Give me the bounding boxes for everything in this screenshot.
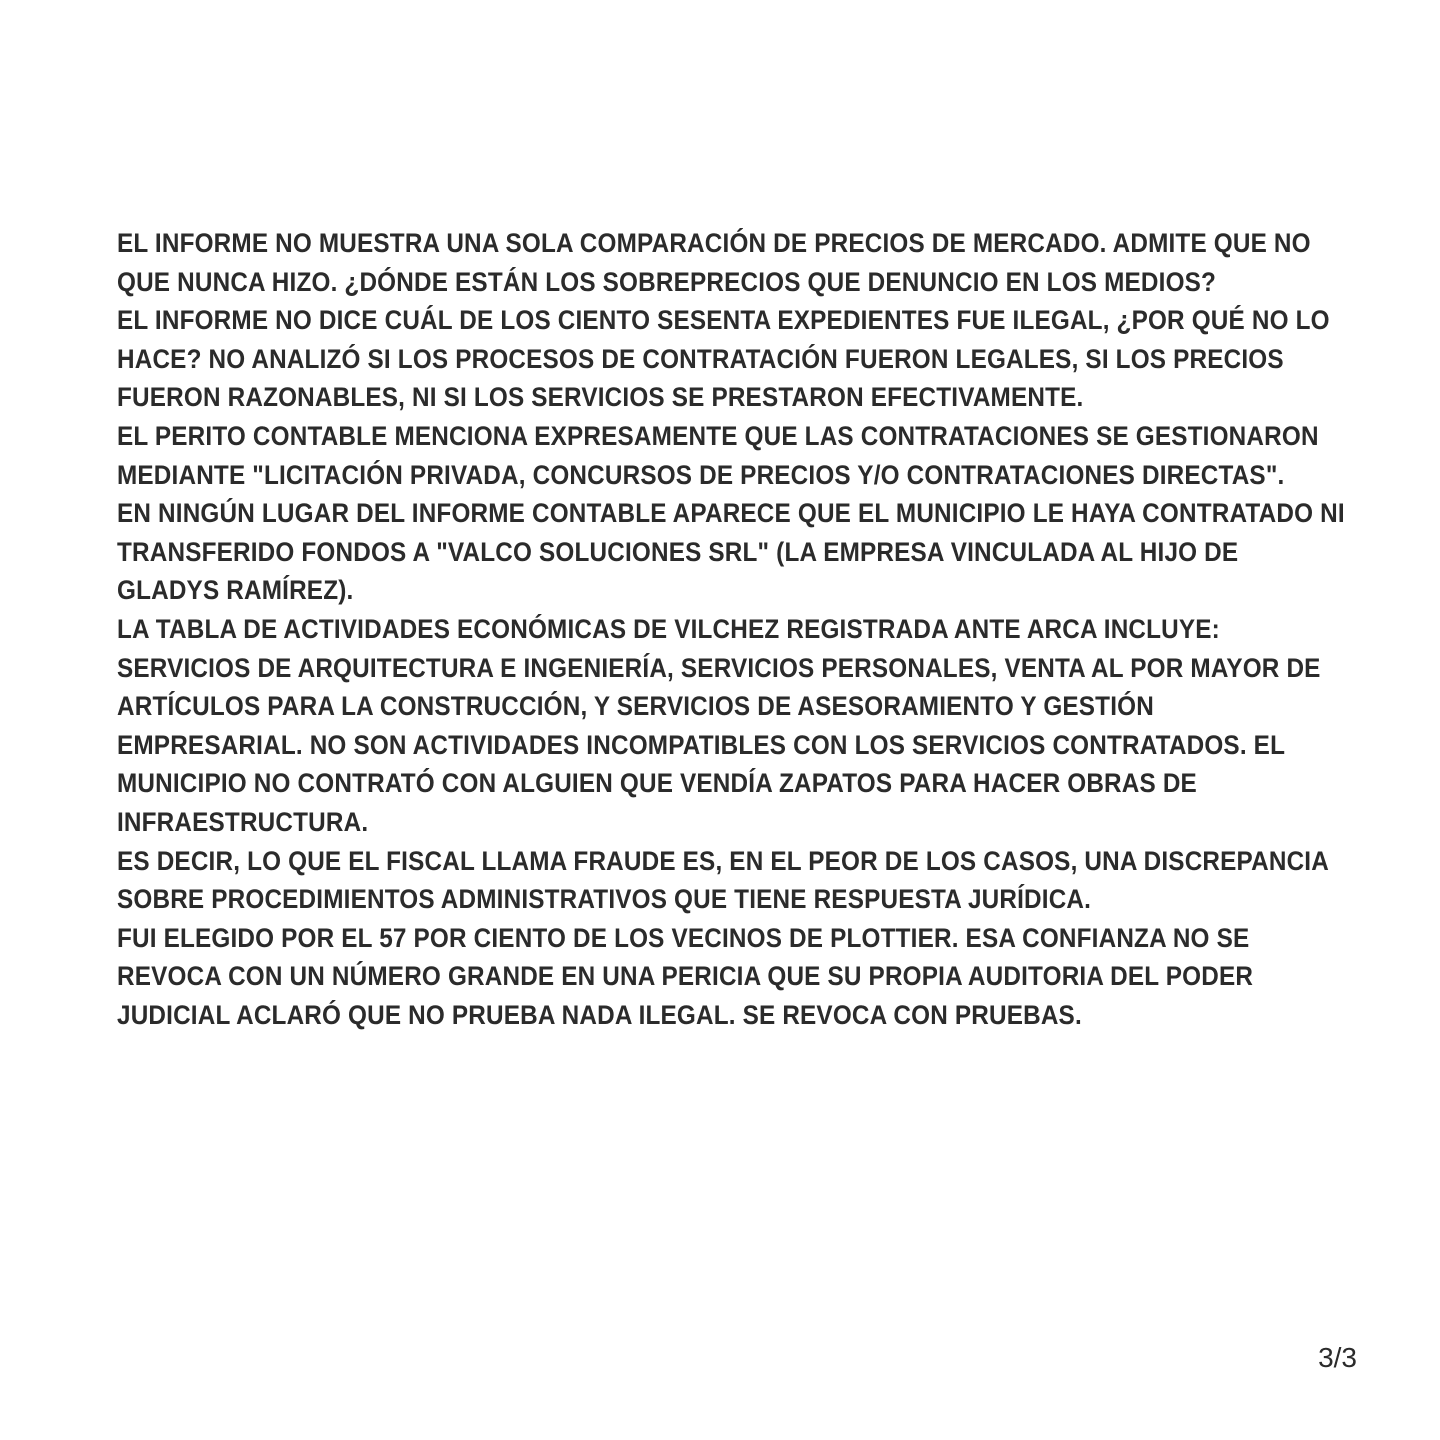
paragraph-market-prices: EL INFORME NO MUESTRA UNA SOLA COMPARACIÓN DE PRECIOS DE MERCADO. ADMITE QUE NO QUE NUNCA HIZO. ¿DÓNDE ESTÁN LOS SOBREPRECIOS QUE DENUNCIO EN LOS MEDIOS? (117, 228, 1311, 297)
paragraph-perito-contable: EL PERITO CONTABLE MENCIONA EXPRESAMENTE QUE LAS CONTRATACIONES SE GESTIONARON MEDIANTE "LICITACIÓN PRIVADA, CONCURSOS DE PRECIOS Y/O CONTRATACIONES DIRECTAS". (117, 420, 1319, 490)
page-indicator: 3/3 (1318, 1342, 1357, 1373)
paragraph-fraude: ES DECIR, LO QUE EL FISCAL LLAMA FRAUDE ES, EN EL PEOR DE LOS CASOS, UNA DISCREPANCIA SOBRE PROCEDIMIENTOS ADMINISTRATIVOS QUE TIENE RESPUESTA JURÍDICA. (117, 845, 1329, 915)
statement-text (117, 224, 1347, 1034)
paragraph-actividades-economicas: LA TABLA DE ACTIVIDADES ECONÓMICAS DE VILCHEZ REGISTRADA ANTE ARCA INCLUYE: SERVICIOS DE ARQUITECTURA E INGENIERÍA, SERVICIOS PERSONALES, VENTA AL POR MAYOR DE ARTÍCULOS PARA LA CONSTRUCCIÓN, Y SERVICIOS DE ASESORAMIENTO Y GESTIÓN EMPRESARIAL. NO SON ACTIVIDADES INCOMPATIBLES CON LOS SERVICIOS CONTRATADOS. EL MUNICIPIO NO CONTRATÓ CON ALGUIEN QUE VENDÍA ZAPATOS PARA HACER OBRAS DE INFRAESTRUCTURA. (117, 613, 1321, 837)
paragraph-elegido: FUI ELEGIDO POR EL 57 POR CIENTO DE LOS VECINOS DE PLOTTIER. ESA CONFIANZA NO SE REVOCA CON UN NÚMERO GRANDE EN UNA PERICIA QUE SU PROPIA AUDITORIA DEL PODER JUDICIAL ACLARÓ QUE NO PRUEBA NADA ILEGAL. SE REVOCA CON PRUEBAS. (117, 922, 1254, 1030)
paragraph-valco: EN NINGÚN LUGAR DEL INFORME CONTABLE APARECE QUE EL MUNICIPIO LE HAYA CONTRATADO NI TRANSFERIDO FONDOS A "VALCO SOLUCIONES SRL" (LA EMPRESA VINCULADA AL HIJO DE GLADYS RAMÍREZ). (117, 498, 1345, 606)
paragraph-expedientes: EL INFORME NO DICE CUÁL DE LOS CIENTO SESENTA EXPEDIENTES FUE ILEGAL, ¿POR QUÉ NO LO HACE? NO ANALIZÓ SI LOS PROCESOS DE CONTRATACIÓN FUERON LEGALES, SI LOS PRECIOS FUERON RAZONABLES, NI SI LOS SERVICIOS SE PRESTARON EFECTIVAMENTE. (117, 305, 1330, 413)
